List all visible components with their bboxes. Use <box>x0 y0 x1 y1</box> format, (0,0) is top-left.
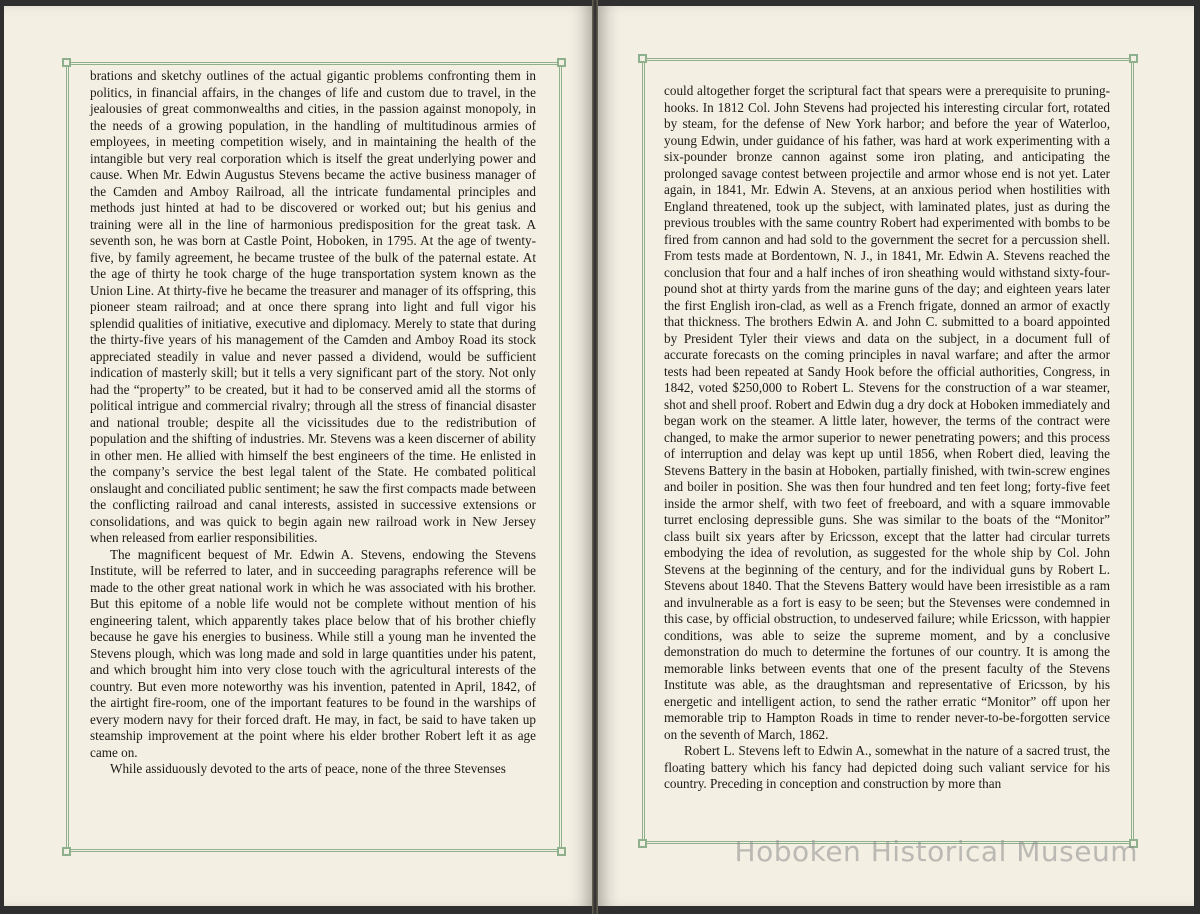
border-corner-ornament <box>62 58 71 67</box>
right-paragraph-2: Robert L. Stevens left to Edwin A., somewhat in the nature of a sacred trust, the floating battery which his fancy had depicted doing such valiant service for his country. Preceding in conception and construction by more than <box>664 743 1110 791</box>
museum-watermark: Hoboken Historical Museum <box>734 835 1138 868</box>
border-corner-ornament <box>557 58 566 67</box>
left-page <box>4 6 592 906</box>
border-corner-ornament <box>1129 54 1138 63</box>
left-page-text <box>90 68 536 778</box>
border-corner-ornament <box>62 847 71 856</box>
left-paragraph-1: brations and sketchy outlines of the actual gigantic problems confronting them in politics, in financial affairs, in the changes of life and custom due to travel, in the jealousies of great commonwealths and cities, in the passion against monopoly, in the needs of a growing population, in the handling of multitudinous armies of employees, in meeting competition wisely, and in maintaining the health of the intangible but very real corporation which is itself the great underlying power and cause. When Mr. Edwin Augustus Stevens became the active business manager of the Camden and Amboy Railroad, all the intricate fundamental principles and methods just hinted at had to be discovered or worked out; but his genius and training were all in the line of harmonious predisposition for the great task. A seventh son, he was born at Castle Point, Hoboken, in 1795. At the age of twenty-five, by family agreement, he became trustee of the bulk of the paternal estate. At the age of thirty he took charge of the huge transportation system known as the Union Line. At thirty-five he became the treasurer and manager of its offspring, this pioneer steam railroad; and at once there sprang into light and full vigor his splendid qualities of initiative, executive and diplomacy. Merely to state that during the thirty-five years of his management of the Camden and Amboy Road its stock appreciated steadily in value and never passed a dividend, would be sufficient indication of masterly skill; but it tells a very significant part of the story. Not only had the “property” to be created, but it had to be conserved amid all the storms of political intrigue and commercial rivalry; through all the stress of financial disaster and national trouble; despite all the vicissitudes due to the redistribution of population and the shifting of industries. Mr. Stevens was a keen discerner of ability in other men. He allied with himself the best engineers of the time. He enlisted in the company’s service the best legal talent of the State. He combated political onslaught and conciliated public sentiment; he saw the first compacts made between the conflicting railroad and canal interests, assisted in successive extensions or consolidations, and was quick to begin again new railroad work in New Jersey when released from earlier responsibilities. <box>90 68 536 545</box>
right-page-text <box>664 83 1110 793</box>
border-corner-ornament <box>638 839 647 848</box>
right-paragraph-1: could altogether forget the scriptural fact that spears were a prerequisite to pruning-hooks. In 1812 Col. John Stevens had projected his interesting circular fort, rotated by steam, for the defense of New York harbor; and before the year of Waterloo, young Edwin, under guidance of his father, was hard at work experimenting with a six-pounder bronze cannon against some iron plating, and anticipating the prolonged savage contest between projectile and armor whose end is not yet. Later again, in 1841, Mr. Edwin A. Stevens, at an anxious period when hostilities with England threatened, took up the subject, with laminated plates, just as during the previous troubles with the same country Robert had experimented with bombs to be fired from cannon and had sold to the government the secret for a percussion shell. From tests made at Bordentown, N. J., in 1841, Mr. Edwin A. Stevens reached the conclusion that four and a half inches of iron sheathing would withstand sixty-four-pound shot at thirty yards from the marine guns of the day; and eighteen years later the first English iron-clad, as well as a French frigate, donned an armor of exactly that thickness. The brothers Edwin A. and John C. submitted to a board appointed by President Tyler their views and data on the subject, in a document full of accurate forecasts on the coming principles in naval warfare; and after the armor tests had been repeated at Sandy Hook before the official authorities, Congress, in 1842, voted $250,000 to Robert L. Stevens for the construction of a war steamer, shot and shell proof. Robert and Edwin dug a dry dock at Hoboken immediately and began work on the steamer. A little later, however, the terms of the contract were changed, to make the armor superior to newer penetrating powers; and this process of interruption and delay was kept up until 1856, when Robert died, leaving the Stevens Battery in the basin at Hoboken, partially finished, with twin-screw engines and boiler in position. She was then four hundred and ten feet long; forty-five feet inside the armor shelf, with two feet of freeboard, and with a square immovable turret enclosing depressible guns. She was similar to the boats of the “Monitor” class built six years after by Ericsson, except that the latter had circular turrets embodying the idea of revolution, as suggested for the whole ship by Col. John Stevens at the beginning of the century, and for the individual guns by Robert L. Stevens about 1840. That the Stevens Battery would have been irresistible as a ram and invulnerable as a fort is easy to be seen; but the Stevenses were condemned in this case, by official obstruction, to undeserved failure; while Ericsson, with happier conditions, was able to seize the supreme moment, and by a conclusive demonstration do much to determine the fortunes of our country. It is among the memorable links between events that one of the present faculty of the Stevens Institute was able, as the draughtsman and representative of Ericsson, by his energetic and intelligent action, to send the rather erratic “Monitor” off upon her memorable trip to Hampton Roads in time to render never-to-be-forgotten service on the seventh of March, 1862. <box>664 83 1110 742</box>
border-corner-ornament <box>638 54 647 63</box>
left-paragraph-2: The magnificent bequest of Mr. Edwin A. Stevens, endowing the Stevens Institute, will be referred to later, and in succeeding paragraphs reference will be made to the other great national work in which he was associated with his brother. But this epitome of a noble life would not be complete without mention of his engineering talent, which apparently takes place below that of his brother chiefly because he gave his energies to business. While still a young man he invented the Stevens plough, which was long made and sold in large quantities under his patent, and which brought him into very close touch with the agricultural interests of the country. But even more noteworthy was his invention, patented in April, 1842, of the airtight fire-room, one of the important features to be found in the warships of every modern navy for their forced draft. He may, in fact, be said to have taken up steamship improvement at the point where his elder brother Robert left it as age came on. <box>90 546 536 760</box>
left-paragraph-3: While assiduously devoted to the arts of peace, none of the three Stevenses <box>110 761 506 776</box>
right-page <box>598 6 1194 906</box>
border-corner-ornament <box>557 847 566 856</box>
